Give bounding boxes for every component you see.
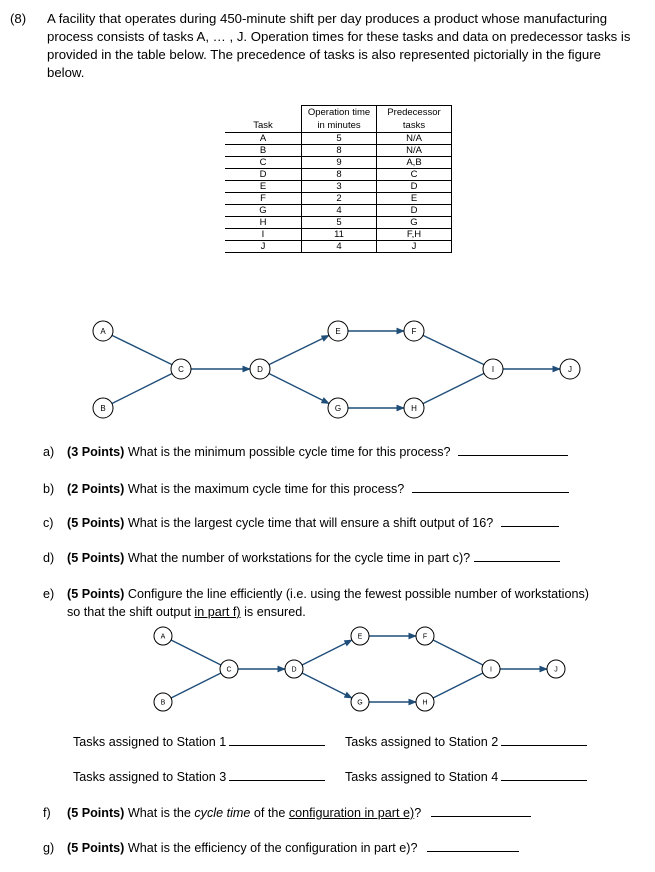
node-label: B: [160, 699, 166, 707]
edge-a-c: [171, 640, 221, 665]
node-label: J: [554, 666, 558, 674]
node-f: [404, 321, 424, 341]
table-row: [225, 193, 452, 205]
table-header-row-2: [225, 119, 452, 133]
table-cell-task: I: [225, 229, 302, 241]
node-label: F: [411, 326, 417, 336]
node-label: E: [357, 633, 363, 641]
question-a: a) (3 Points) What is the minimum possible cycle time for this process?: [43, 443, 568, 461]
station-4-blank[interactable]: [501, 768, 587, 781]
edge-b-c: [112, 373, 172, 403]
table-cell-time: 8: [302, 169, 377, 181]
node-i: [483, 359, 503, 379]
station-3-blank[interactable]: [229, 768, 325, 781]
header-predecessor: Predecessor: [377, 106, 452, 120]
node-g: [351, 693, 369, 711]
node-label: C: [226, 666, 232, 674]
task-table: [225, 105, 452, 253]
table-cell-task: A: [225, 133, 302, 145]
question-d: d) (5 Points) What the number of workstations for the cycle time in part c)?: [43, 549, 560, 567]
table-cell-task: D: [225, 169, 302, 181]
table-row: [225, 241, 452, 253]
precedence-diagram: [0, 305, 655, 435]
answer-blank-a[interactable]: [458, 443, 568, 456]
intro-line-3: provided in the table below. The precedence of tasks is also represented pictorially in the figure: [47, 47, 601, 62]
table-header-row-1: [225, 106, 452, 120]
node-label: D: [257, 364, 263, 374]
table-cell-time: 4: [302, 241, 377, 253]
table-cell-pred: C: [377, 169, 452, 181]
node-d: [285, 660, 303, 678]
table-cell-task: B: [225, 145, 302, 157]
station-3-row: Tasks assigned to Station 3: [73, 768, 325, 786]
node-label: A: [100, 326, 106, 336]
node-i: [482, 660, 500, 678]
node-e: [351, 627, 369, 645]
node-h: [416, 693, 434, 711]
edge-h-i: [433, 673, 483, 698]
question-c: c) (5 Points) What is the largest cycle time that will ensure a shift output of 16?: [43, 514, 559, 532]
table-cell-time: 5: [302, 217, 377, 229]
table-cell-pred: J: [377, 241, 452, 253]
node-label: G: [357, 699, 363, 707]
table-row: [225, 169, 452, 181]
table-cell-pred: E: [377, 193, 452, 205]
table-cell-pred: N/A: [377, 145, 452, 157]
header-op-time: Operation time: [302, 106, 377, 120]
node-label: I: [490, 666, 492, 674]
table-cell-time: 3: [302, 181, 377, 193]
answer-blank-g[interactable]: [427, 839, 519, 852]
answer-blank-d[interactable]: [474, 549, 560, 562]
table-row: [225, 133, 452, 145]
header-op-unit: in minutes: [302, 119, 377, 133]
answer-blank-b[interactable]: [412, 480, 569, 493]
node-label: H: [411, 403, 417, 413]
header-task: Task: [225, 119, 302, 133]
node-a: [154, 627, 172, 645]
question-e: e) (5 Points) Configure the line efficiently (i.e. using the fewest possible number of workstations): [43, 587, 589, 601]
node-label: A: [160, 633, 166, 641]
edge-f-i: [423, 335, 484, 364]
node-label: I: [491, 364, 495, 374]
node-label: G: [334, 403, 342, 413]
intro-line-2: process consists of tasks A, … , J. Operation times for these tasks and data on predecessor tasks is: [47, 29, 631, 44]
table-row: [225, 181, 452, 193]
node-d: [250, 359, 270, 379]
table-row: [225, 229, 452, 241]
node-label: B: [100, 403, 106, 413]
precedence-diagram-config: [0, 621, 655, 736]
node-b: [93, 398, 113, 418]
table-cell-pred: N/A: [377, 133, 452, 145]
node-a: [93, 321, 113, 341]
node-c: [171, 359, 191, 379]
question-f: f) (5 Points) What is the cycle time of the configuration in part e)?: [43, 804, 531, 822]
answer-blank-f[interactable]: [431, 804, 531, 817]
table-cell-time: 2: [302, 193, 377, 205]
table-cell-task: C: [225, 157, 302, 169]
table-cell-time: 4: [302, 205, 377, 217]
node-label: C: [178, 364, 184, 374]
table-cell-task: H: [225, 217, 302, 229]
table-cell-task: J: [225, 241, 302, 253]
node-h: [404, 398, 424, 418]
question-g: g) (5 Points) What is the efficiency of the configuration in part e)?: [43, 839, 519, 857]
table-cell-pred: D: [377, 181, 452, 193]
table-cell-pred: A,B: [377, 157, 452, 169]
table-cell-time: 5: [302, 133, 377, 145]
edge-d-e: [302, 640, 352, 665]
question-e-line2: so that the shift output in part f) is ensured.: [67, 605, 306, 619]
table-cell-time: 9: [302, 157, 377, 169]
table-cell-time: 8: [302, 145, 377, 157]
edge-d-g: [269, 373, 329, 403]
station-2-blank[interactable]: [501, 733, 587, 746]
node-j: [560, 359, 580, 379]
edge-b-c: [171, 673, 221, 698]
edge-d-e: [269, 335, 329, 364]
node-f: [416, 627, 434, 645]
edge-d-g: [302, 673, 352, 698]
table-cell-pred: D: [377, 205, 452, 217]
table-cell-pred: G: [377, 217, 452, 229]
node-c: [220, 660, 238, 678]
problem-number: (8): [10, 11, 27, 26]
table-cell-task: E: [225, 181, 302, 193]
node-label: D: [291, 666, 297, 674]
node-g: [328, 398, 348, 418]
answer-blank-c[interactable]: [501, 514, 559, 527]
question-b: b) (2 Points) What is the maximum cycle time for this process?: [43, 480, 569, 498]
problem-intro: [10, 10, 640, 82]
edge-h-i: [423, 373, 484, 403]
edge-a-c: [112, 335, 172, 364]
table-cell-task: F: [225, 193, 302, 205]
table-body: [225, 133, 452, 253]
node-e: [328, 321, 348, 341]
table-cell-time: 11: [302, 229, 377, 241]
station-4-row: Tasks assigned to Station 4: [345, 768, 587, 786]
station-1-blank[interactable]: [229, 733, 325, 746]
intro-line-4: below.: [47, 65, 85, 80]
edge-f-i: [433, 640, 483, 665]
node-label: J: [568, 364, 572, 374]
intro-line-1: (8) A facility that operates during 450-minute shift per day produces a product whose manufacturing: [10, 11, 608, 26]
table-row: [225, 205, 452, 217]
node-label: E: [335, 326, 341, 336]
table-cell-task: G: [225, 205, 302, 217]
table-row: [225, 217, 452, 229]
table-cell-pred: F,H: [377, 229, 452, 241]
node-b: [154, 693, 172, 711]
header-pred-unit: tasks: [377, 119, 452, 133]
table-row: [225, 157, 452, 169]
station-1-row: Tasks assigned to Station 1: [73, 733, 325, 751]
node-label: F: [422, 633, 428, 641]
table-row: [225, 145, 452, 157]
node-label: H: [422, 699, 428, 707]
station-2-row: Tasks assigned to Station 2: [345, 733, 587, 751]
node-j: [547, 660, 565, 678]
